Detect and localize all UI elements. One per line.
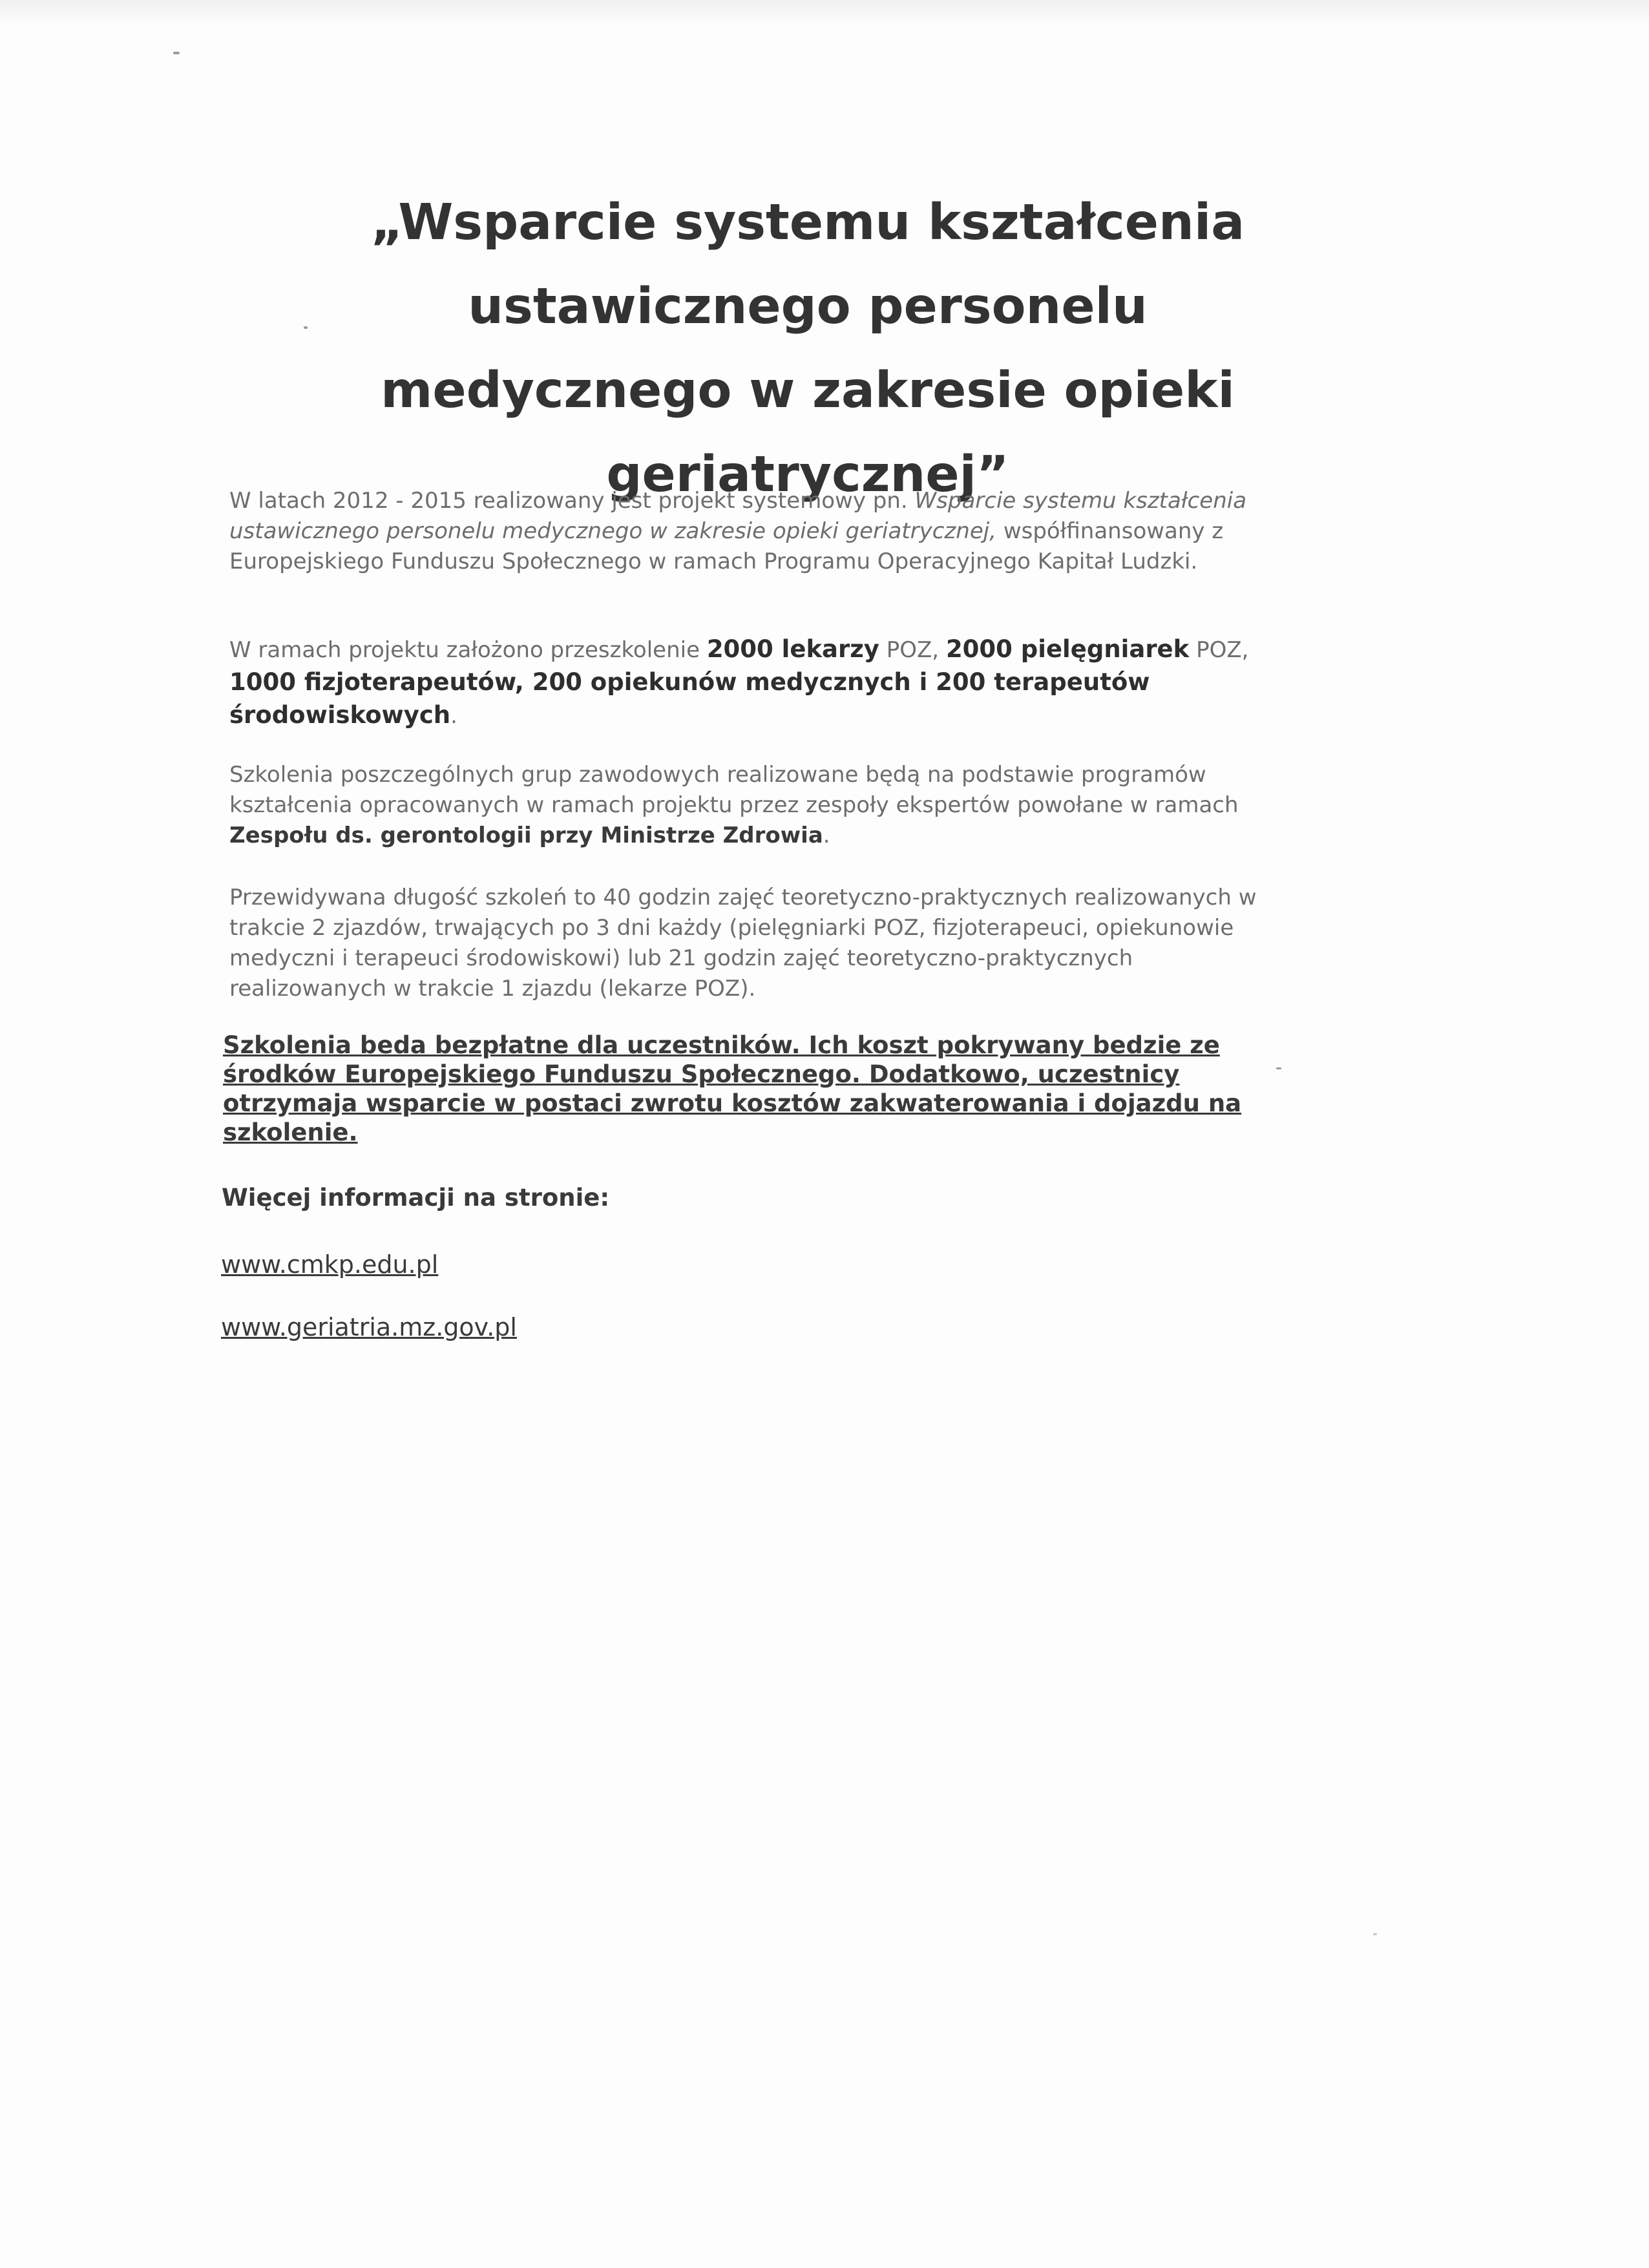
free-training-notice: Szkolenia beda bezpłatne dla uczestników. Ich koszt pokrywany bedzie ze środków Europejskiego Funduszu Społecznego. Dodatkowo, uczestnicy otrzymaja wsparcie w postaci zwrotu kosztów zakwaterowania i dojazdu na szkolenie. [223, 1031, 1242, 1146]
scan-speck [1373, 1933, 1377, 1935]
intro-funding-text: współfinansowany z Europejskiego Funduszu Społecznego w ramach Programu Operacyjnego Kapitał Ludzki. [229, 518, 1224, 574]
scan-speck [173, 52, 180, 54]
target-nurses: 2000 pielęgniarek [945, 635, 1190, 663]
target-others: 1000 fizjoterapeutów, 200 opiekunów medycznych i 200 terapeutów środowiskowych [229, 668, 1150, 729]
intro-text: W latach 2012 - 2015 realizowany jest projekt systemowy pn. [229, 488, 908, 514]
scan-speck [1276, 1067, 1281, 1069]
programs-paragraph [229, 760, 1296, 851]
targets-end: . [450, 703, 457, 729]
programs-text: Szkolenia poszczególnych grup zawodowych realizowane będą na podstawie programów kształcenia opracowanych w ramach projektu przez zespoły ekspertów powołane w ramach [229, 762, 1239, 818]
title-line: geriatrycznej” [606, 446, 1009, 503]
duration-paragraph: Przewidywana długość szkoleń to 40 godzin zajęć teoretyczno-praktycznych realizowanych w trakcie 2 zjazdów, trwających po 3 dni każdy (pielęgniarki POZ, fizjoterapeuci, opiekunowie medyczni i terapeuci środowiskowi) lub 21 godzin zajęć teoretyczno-praktycznych realizowanych w trakcie 1 zjazdu (lekarze POZ). [229, 885, 1257, 1002]
intro-paragraph [229, 486, 1296, 577]
targets-poz: POZ, [1196, 637, 1249, 663]
title-line: medycznego w zakresie opieki [381, 362, 1235, 419]
scan-edge-shadow [0, 0, 1649, 26]
targets-poz: POZ, [886, 637, 940, 663]
link-geriatria[interactable]: www.geriatria.mz.gov.pl [221, 1313, 517, 1341]
document-title [258, 181, 1357, 517]
targets-paragraph [229, 633, 1296, 732]
title-line: „Wsparcie systemu kształcenia [370, 194, 1245, 251]
title-line: ustawicznego personelu [468, 278, 1148, 335]
link-cmkp[interactable]: www.cmkp.edu.pl [221, 1250, 439, 1279]
target-doctors: 2000 lekarzy [706, 635, 879, 663]
project-name: Wsparcie systemu kształcenia ustawicznego personelu medycznego w zakresie opieki geriatrycznej, [229, 488, 1247, 544]
more-info-label: Więcej informacji na stronie: [222, 1184, 610, 1212]
team-name: Zespołu ds. gerontologii przy Ministrze Zdrowia [229, 823, 823, 848]
targets-lead: W ramach projektu założono przeszkolenie [229, 637, 700, 663]
programs-end: . [823, 823, 830, 848]
